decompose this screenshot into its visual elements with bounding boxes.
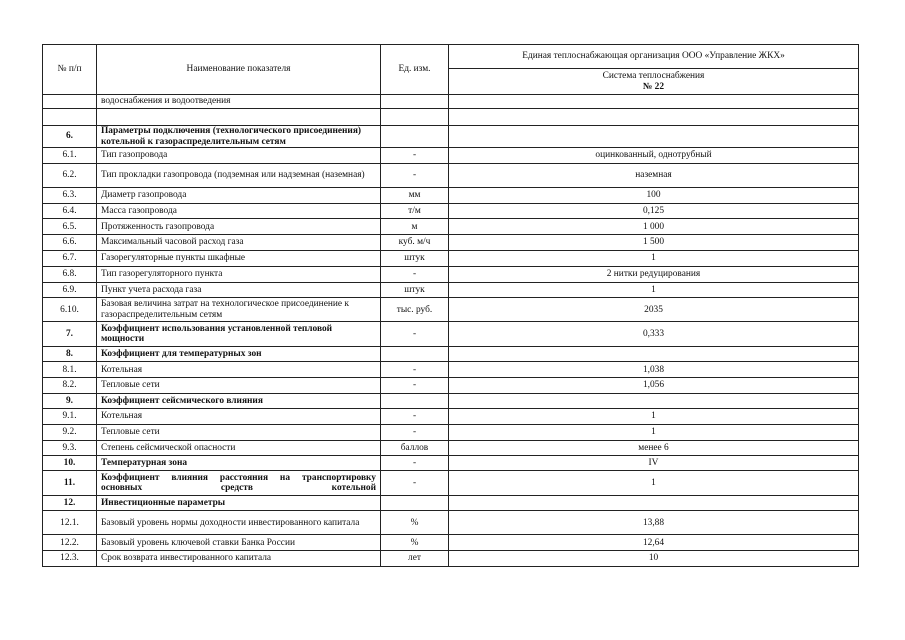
row-value xyxy=(449,347,859,362)
table-row xyxy=(43,424,859,440)
row-unit: мм xyxy=(381,187,449,203)
row-number: 9.2. xyxy=(43,424,97,440)
row-number: 12.3. xyxy=(43,551,97,567)
row-value: менее 6 xyxy=(449,440,859,456)
row-number: 9. xyxy=(43,393,97,408)
row-value: 1 xyxy=(449,471,859,496)
row-name xyxy=(97,109,381,126)
row-name: Тип газорегуляторного пункта xyxy=(97,266,381,282)
row-unit: штук xyxy=(381,282,449,298)
table-row xyxy=(43,362,859,378)
header-system-number: № 22 xyxy=(642,81,665,92)
row-unit: - xyxy=(381,148,449,164)
table-row xyxy=(43,250,859,266)
table-row xyxy=(43,298,859,322)
table-row xyxy=(43,203,859,219)
table-row xyxy=(43,535,859,551)
row-number xyxy=(43,109,97,126)
table-row xyxy=(43,408,859,424)
row-number: 7. xyxy=(43,322,97,347)
row-name: Базовый уровень ключевой ставки Банка России xyxy=(97,535,381,551)
header-row xyxy=(43,45,859,69)
row-number: 6.2. xyxy=(43,163,97,187)
row-number: 10. xyxy=(43,456,97,471)
row-name: Пункт учета расхода газа xyxy=(97,282,381,298)
row-value: 1,056 xyxy=(449,378,859,394)
tariff-parameters-document xyxy=(42,44,858,567)
row-unit xyxy=(381,496,449,511)
row-name: Коэффициент влияния расстояния на транспортировку основных средств котельной xyxy=(97,471,381,496)
table-row xyxy=(43,496,859,511)
row-name: Срок возврата инвестированного капитала xyxy=(97,551,381,567)
table-row xyxy=(43,440,859,456)
row-unit: - xyxy=(381,362,449,378)
row-name: Степень сейсмической опасности xyxy=(97,440,381,456)
row-number: 6.3. xyxy=(43,187,97,203)
table-row xyxy=(43,347,859,362)
header-unit: Ед. изм. xyxy=(381,45,449,95)
row-number xyxy=(43,95,97,109)
row-value: 2 нитки редуцирования xyxy=(449,266,859,282)
header-system-label: Система теплоснабжения xyxy=(602,71,705,81)
header-organization: Единая теплоснабжающая организация ООО «Управление ЖКХ» xyxy=(449,45,859,69)
table-row xyxy=(43,282,859,298)
table-row xyxy=(43,322,859,347)
row-unit: куб. м/ч xyxy=(381,235,449,251)
row-name: Диаметр газопровода xyxy=(97,187,381,203)
row-unit: % xyxy=(381,535,449,551)
row-number: 9.1. xyxy=(43,408,97,424)
row-unit: - xyxy=(381,424,449,440)
header-num: № п/п xyxy=(43,45,97,95)
row-value xyxy=(449,126,859,148)
row-name: Протяженность газопровода xyxy=(97,219,381,235)
row-name: Масса газопровода xyxy=(97,203,381,219)
row-unit: баллов xyxy=(381,440,449,456)
row-value: 13,88 xyxy=(449,511,859,535)
row-name: Коэффициент для температурных зон xyxy=(97,347,381,362)
table-row xyxy=(43,393,859,408)
row-number: 6.4. xyxy=(43,203,97,219)
table-row xyxy=(43,148,859,164)
row-unit: тыс. руб. xyxy=(381,298,449,322)
row-unit: штук xyxy=(381,250,449,266)
row-unit xyxy=(381,95,449,109)
row-value: 2035 xyxy=(449,298,859,322)
row-number: 6.7. xyxy=(43,250,97,266)
row-name: Котельная xyxy=(97,362,381,378)
row-unit xyxy=(381,393,449,408)
row-number: 12.1. xyxy=(43,511,97,535)
row-name: Газорегуляторные пункты шкафные xyxy=(97,250,381,266)
table-row xyxy=(43,235,859,251)
row-name: Максимальный часовой расход газа xyxy=(97,235,381,251)
row-name: Базовая величина затрат на технологическое присоединение к газораспределительным сетям xyxy=(97,298,381,322)
row-name: Параметры подключения (технологического присоединения) котельной к газораспределительным сетям xyxy=(97,126,381,148)
row-name: Коэффициент использования установленной тепловой мощности xyxy=(97,322,381,347)
row-number: 6.9. xyxy=(43,282,97,298)
row-name: Инвестиционные параметры xyxy=(97,496,381,511)
row-name: Тип прокладки газопровода (подземная или надземная (наземная) xyxy=(97,163,381,187)
header-name: Наименование показателя xyxy=(97,45,381,95)
row-number: 6.5. xyxy=(43,219,97,235)
row-value: оцинкованный, однотрубный xyxy=(449,148,859,164)
row-value: 1 xyxy=(449,250,859,266)
row-unit xyxy=(381,109,449,126)
table-row xyxy=(43,551,859,567)
row-unit: лет xyxy=(381,551,449,567)
table-row xyxy=(43,266,859,282)
parameters-table xyxy=(42,44,859,567)
row-value xyxy=(449,393,859,408)
table-row xyxy=(43,187,859,203)
row-unit: м xyxy=(381,219,449,235)
row-value: IV xyxy=(449,456,859,471)
row-value: 0,125 xyxy=(449,203,859,219)
row-unit: - xyxy=(381,378,449,394)
row-number: 12. xyxy=(43,496,97,511)
row-name: водоснабжения и водоотведения xyxy=(97,95,381,109)
row-value: 0,333 xyxy=(449,322,859,347)
row-value: 10 xyxy=(449,551,859,567)
row-number: 8.1. xyxy=(43,362,97,378)
row-value: 1 000 xyxy=(449,219,859,235)
row-number: 6.1. xyxy=(43,148,97,164)
row-unit: - xyxy=(381,456,449,471)
row-number: 9.3. xyxy=(43,440,97,456)
table-row xyxy=(43,163,859,187)
table-row xyxy=(43,126,859,148)
row-number: 6.10. xyxy=(43,298,97,322)
row-name: Котельная xyxy=(97,408,381,424)
table-row xyxy=(43,456,859,471)
table-row xyxy=(43,471,859,496)
row-number: 6.8. xyxy=(43,266,97,282)
row-unit xyxy=(381,347,449,362)
row-value: 1 xyxy=(449,408,859,424)
row-value: 1 xyxy=(449,282,859,298)
row-unit: % xyxy=(381,511,449,535)
row-value xyxy=(449,496,859,511)
table-row xyxy=(43,511,859,535)
row-unit: - xyxy=(381,322,449,347)
row-name: Температурная зона xyxy=(97,456,381,471)
row-name: Тепловые сети xyxy=(97,378,381,394)
row-value: 1,038 xyxy=(449,362,859,378)
table-row xyxy=(43,219,859,235)
row-unit: - xyxy=(381,266,449,282)
row-name: Тепловые сети xyxy=(97,424,381,440)
row-unit: - xyxy=(381,163,449,187)
row-name: Тип газопровода xyxy=(97,148,381,164)
table-row xyxy=(43,95,859,109)
row-number: 8. xyxy=(43,347,97,362)
row-value xyxy=(449,95,859,109)
row-number: 12.2. xyxy=(43,535,97,551)
row-unit xyxy=(381,126,449,148)
row-number: 6.6. xyxy=(43,235,97,251)
row-number: 6. xyxy=(43,126,97,148)
row-value: 1 xyxy=(449,424,859,440)
row-name: Коэффициент сейсмического влияния xyxy=(97,393,381,408)
header-system xyxy=(449,69,859,95)
table-row xyxy=(43,378,859,394)
row-unit: - xyxy=(381,471,449,496)
row-value: 12,64 xyxy=(449,535,859,551)
row-value: 1 500 xyxy=(449,235,859,251)
row-value xyxy=(449,109,859,126)
row-unit: - xyxy=(381,408,449,424)
row-unit: т/м xyxy=(381,203,449,219)
row-name: Базовый уровень нормы доходности инвестированного капитала xyxy=(97,511,381,535)
row-value: 100 xyxy=(449,187,859,203)
row-value: наземная xyxy=(449,163,859,187)
table-row xyxy=(43,109,859,126)
row-number: 11. xyxy=(43,471,97,496)
row-number: 8.2. xyxy=(43,378,97,394)
